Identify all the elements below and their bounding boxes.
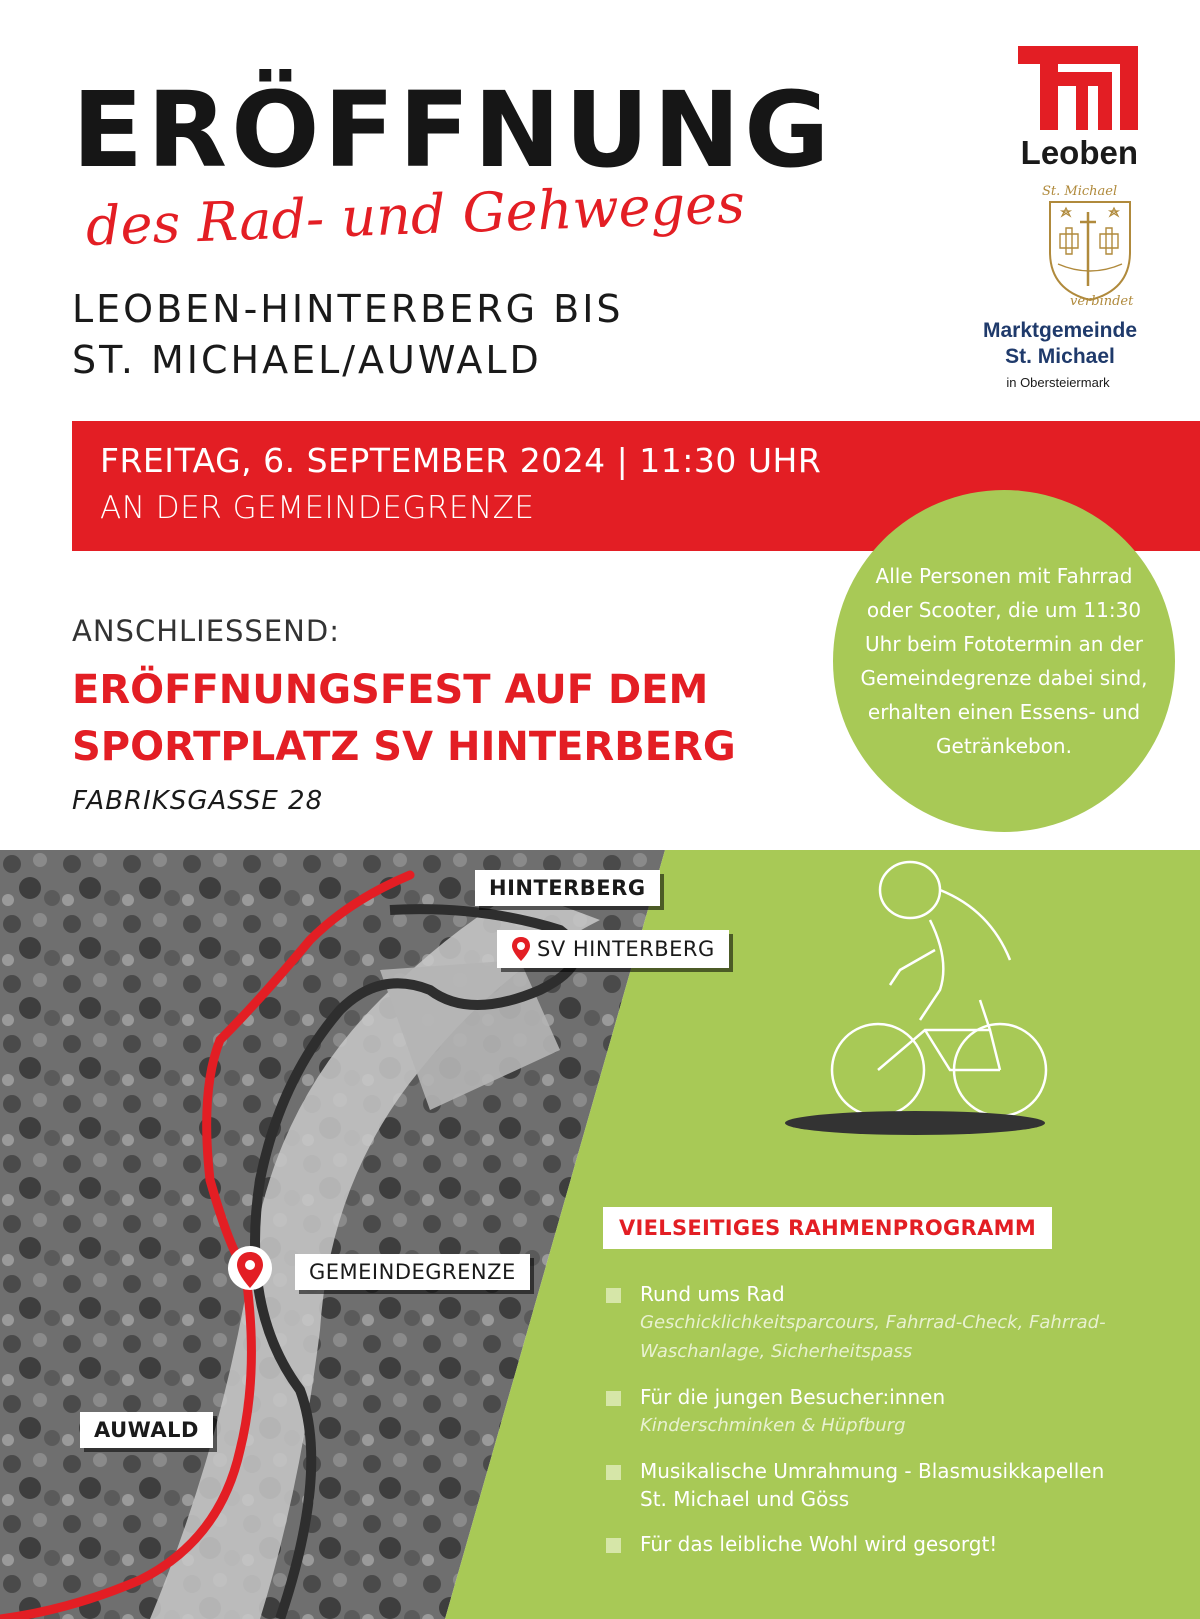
program-item: [606, 1383, 1126, 1440]
program-item: [606, 1457, 1126, 1513]
program-item-desc: Kinderschminken & Hüpfburg: [640, 1415, 906, 1436]
st-michael-crest-icon: [1030, 182, 1150, 312]
location-pin-icon: [511, 936, 531, 962]
leoben-logo: [1018, 46, 1144, 172]
map-label-sv-text: SV HINTERBERG: [537, 937, 715, 961]
bonus-text: Alle Personen mit Fahrrad oder Scooter, die um 11:30 Uhr beim Fototermin an der Gemeindegrenze dabei sind, erhalten einen Essens- und Getränkebon.: [860, 564, 1148, 758]
crest-motto-bottom: verbindet: [1070, 294, 1134, 309]
map-label-hinterberg: HINTERBERG: [475, 870, 660, 906]
municipality-line-2: St. Michael: [1005, 345, 1115, 369]
leoben-logo-text: Leoben: [1020, 134, 1138, 171]
map-and-program: [0, 850, 1200, 1619]
bullet-square-icon: [606, 1538, 621, 1553]
program-list: [606, 1280, 1126, 1575]
program-item-title: Für das leibliche Wohl wird gesorgt!: [640, 1532, 998, 1556]
map-label-gemeindegrenze: GEMEINDEGRENZE: [295, 1254, 530, 1290]
bullet-square-icon: [606, 1465, 621, 1480]
program-item: [606, 1280, 1126, 1366]
bullet-square-icon: [606, 1288, 621, 1303]
leoben-logo-mark-icon: [1018, 46, 1138, 130]
fest-address: FABRIKSGASSE 28: [72, 786, 324, 816]
route-line-2: ST. MICHAEL/AUWALD: [72, 338, 542, 382]
page-title: ERÖFFNUNG: [72, 69, 834, 191]
crest-motto-top: St. Michael: [1042, 184, 1118, 199]
program-item-title: Musikalische Umrahmung - Blasmusikkapellen St. Michael und Göss: [640, 1459, 1105, 1511]
map-label-sv-hinterberg: [497, 930, 729, 968]
event-location: AN DER GEMEINDEGRENZE: [100, 490, 535, 526]
fest-heading-line-2: SPORTPLATZ SV HINTERBERG: [72, 724, 736, 770]
afterwards-label: ANSCHLIESSEND:: [72, 614, 340, 648]
municipality-sub: in Obersteiermark: [1006, 375, 1110, 390]
gemeindegrenze-pin-icon: [226, 1244, 274, 1300]
route-line-1: LEOBEN-HINTERBERG BIS: [72, 287, 624, 331]
event-date-time: FREITAG, 6. SEPTEMBER 2024 | 11:30 UHR: [100, 441, 822, 480]
municipality-name: [970, 318, 1150, 371]
program-item: [606, 1530, 1126, 1558]
map-label-auwald: AUWALD: [80, 1412, 213, 1448]
program-item-desc: Geschicklichkeitsparcours, Fahrrad-Check, Fahrrad-Waschanlage, Sicherheitspass: [640, 1312, 1106, 1362]
municipality-line-1: Marktgemeinde: [982, 319, 1138, 342]
bonus-circle: [833, 490, 1175, 832]
program-item-title: Rund ums Rad: [640, 1282, 785, 1306]
bullet-square-icon: [606, 1391, 621, 1406]
page-subtitle: des Rad- und Gehweges: [84, 172, 746, 258]
program-item-title: Für die jungen Besucher:innen: [640, 1385, 946, 1409]
fest-heading-line-1: ERÖFFNUNGSFEST AUF DEM: [72, 667, 709, 713]
program-heading: VIELSEITIGES RAHMENPROGRAMM: [603, 1207, 1052, 1249]
